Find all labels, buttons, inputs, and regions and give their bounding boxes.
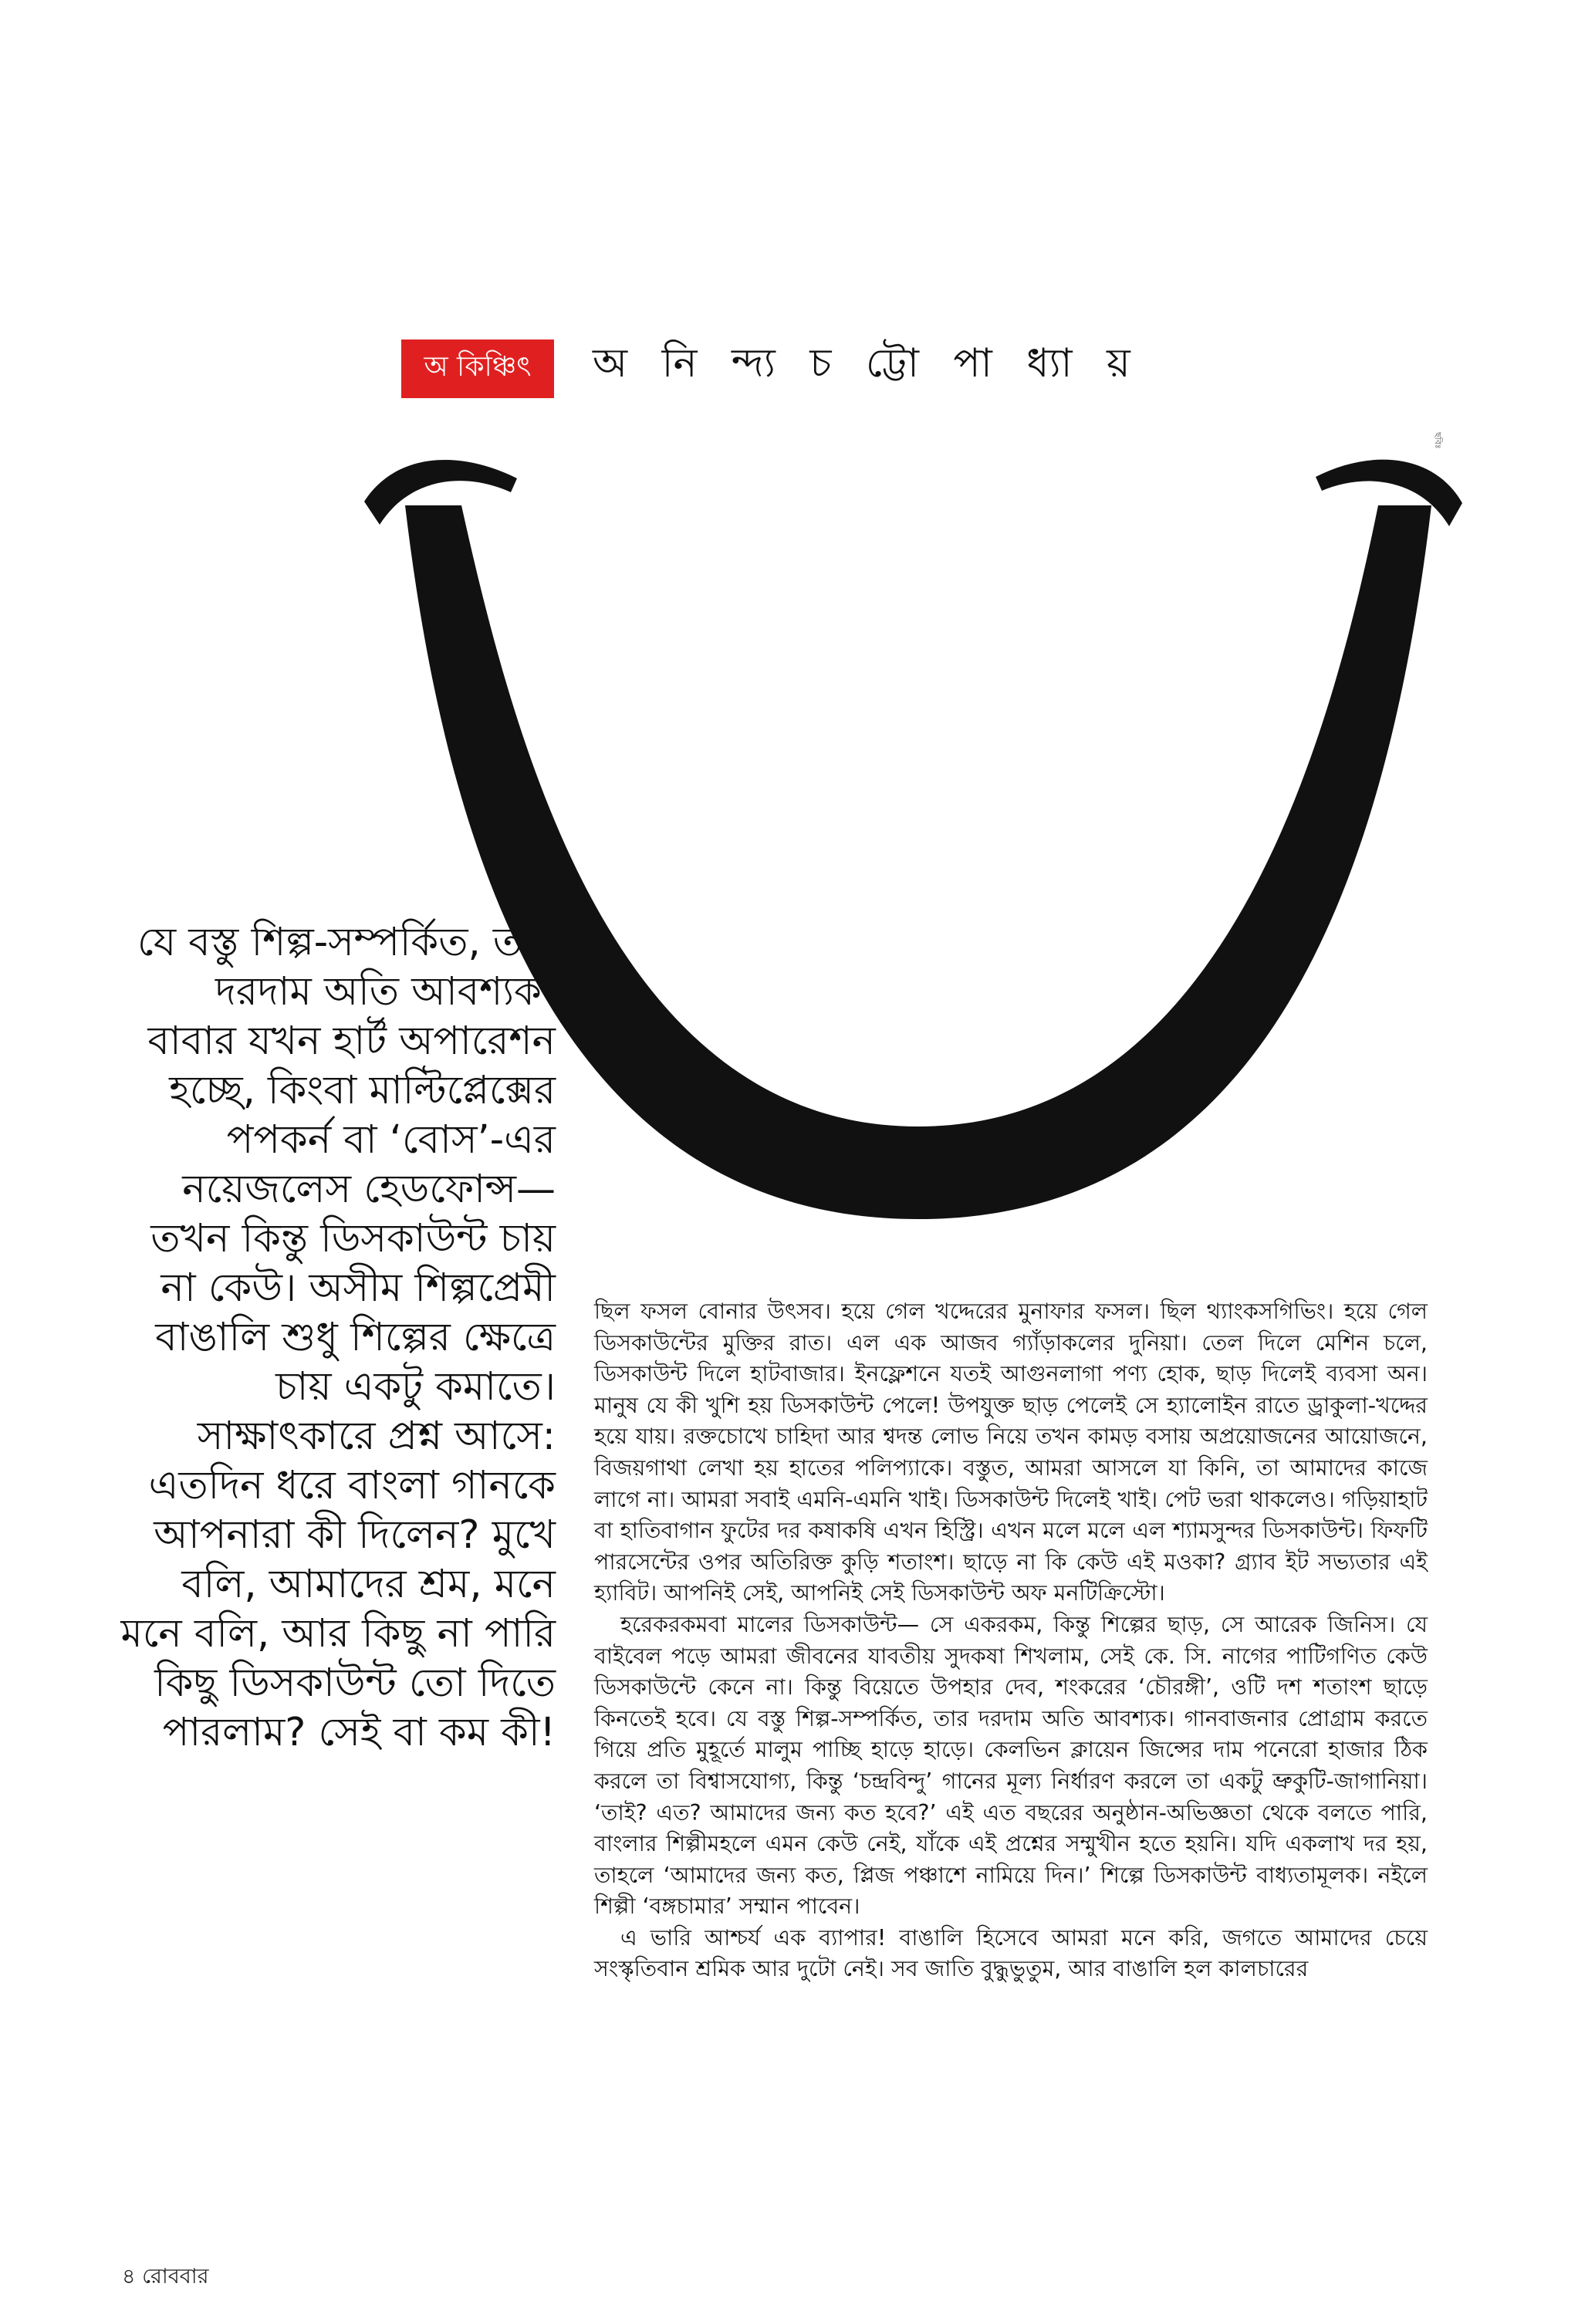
body-paragraph: এ ভারি আশ্চর্য এক ব্যাপার! বাঙালি হিসেবে আমরা মনে করি, জগতে আমাদের চেয়ে সংস্কৃতিবান শ্রমিক আর দুটো নেই। সব জাতি বুদ্ধুভুতুম, আর বাঙালি হল কালচারের bbox=[594, 1924, 1428, 1982]
body-paragraph: হরেকরকমবা মালের ডিসকাউন্ট— সে একরকম, কিন্তু শিল্পের ছাড়, সে আরেক জিনিস। যে বাইবেল পড়ে আমরা জীবনের যাবতীয় সুদকষা শিখলাম, সেই কে. সি. নাগের পাটিগণিত কেউ ডিসকাউন্টে কেনে না। কিন্তু বিয়েতে উপহার দেব, শংকরের ‘চৌরঙ্গী’, ওটি দশ শতাংশ ছাড়ে কিনতেই হবে। যে বস্তু শিল্প-সম্পর্কিত, তার দরদাম অতি আবশ্যক। গানবাজনার প্রোগ্রাম করতে গিয়ে প্রতি মুহূর্তে মালুম পাচ্ছি হাড়ে হাড়ে। কেলভিন ক্লায়েন জিন্সের দাম পনেরো হাজার ঠিক করলে তা বিশ্বাসযোগ্য, কিন্তু ‘চন্দ্রবিন্দু’ গানের মূল্য নির্ধারণ করলে তা একটু ভ্রুকুটি-জাগানিয়া। ‘তাই? এত? আমাদের জন্য কত হবে?’ এই এত বছরের অনুষ্ঠান-অভিজ্ঞতা থেকে বলতে পারি, বাংলার শিল্পীমহলে এমন কেউ নেই, যাঁকে এই প্রশ্নের সম্মুখীন হতে হয়নি। যদি একলাখ দর হয়, তাহলে ‘আমাদের জন্য কত, প্লিজ পঞ্চাশে নামিয়ে দিন।’ শিল্পে ডিসকাউন্ট বাধ্যতামূলক। নইলে শিল্পী ‘বঙ্গচামার’ সম্মান পাবেন। bbox=[594, 1611, 1428, 1920]
section-label bbox=[401, 339, 554, 398]
section-label-text: অ কিঞ্চিৎ bbox=[424, 351, 532, 383]
illustration-credit: ছবিঃ bbox=[1433, 432, 1443, 449]
article-body bbox=[594, 1296, 1428, 1985]
body-paragraph: ছিল ফসল বোনার উৎসব। হয়ে গেল খদ্দেরের মুনাফার ফসল। ছিল থ্যাংকসগিভিং। হয়ে গেল ডিসকাউন্টের মুক্তির রাত। এল এক আজব গ্যাঁড়াকলের দুনিয়া। তেল দিলে মেশিন চলে, ডিসকাউন্ট দিলে হাটবাজার। ইনফ্লেশনে যতই আগুনলাগা পণ্য হোক, ছাড় দিলেই ব্যবসা অন। মানুষ যে কী খুশি হয় ডিসকাউন্ট পেলে! উপযুক্ত ছাড় পেলেই সে হ্যালোইন রাতে ড্রাকুলা-খদ্দের হয়ে যায়। রক্তচোখে চাহিদা আর শ্বদন্ত লোভ নিয়ে তখন কামড় বসায় অপ্রয়োজনের আয়োজনে, বিজয়গাথা লেখা হয় হাতের পলিপ্যাকে। বস্তুত, আমরা আসলে যা কিনি, তা আমাদের কাজে লাগে না। আমরা সবাই এমনি-এমনি খাই। ডিসকাউন্ট দিলেই খাই। পেট ভরা থাকলেও। গড়িয়াহাট বা হাতিবাগান ফুটের দর কষাকষি এখন হিস্ট্রি। এখন মলে মলে এল শ্যামসুন্দর ডিসকাউন্ট। ফিফটি পারসেন্টের ওপর অতিরিক্ত কুড়ি শতাংশ। ছাড়ে না কি কেউ এই মওকা? গ্র্যাব ইট সভ্যতার এই হ্যাবিট। আপনিই সেই, আপনিই সেই ডিসকাউন্ট অফ মনটিক্রিস্টো। bbox=[594, 1299, 1428, 1606]
pull-quote: যে বস্তু শিল্প-সম্পর্কিত, তার দরদাম অতি আবশ্যক। বাবার যখন হার্ট অপারেশন হচ্ছে, কিংবা মাল্টিপ্লেক্সের পপকর্ন বা ‘বোস’-এর নয়েজলেস হেডফোন্স— তখন কিন্তু ডিসকাউন্ট চায় না কেউ। অসীম শিল্পপ্রেমী বাঙালি শুধু শিল্পের ক্ষেত্রে চায় একটু কমাতে। সাক্ষাৎকারে প্রশ্ন আসে: এতদিন ধরে বাংলা গানকে আপনারা কী দিলেন? মুখে বলি, আমাদের শ্রম, মনে মনে বলি, আর কিছু না পারি কিছু ডিসকাউন্ট তো দিতে পারলাম? সেই বা কম কী! bbox=[120, 920, 556, 1755]
mouth-stroke bbox=[405, 505, 1431, 1219]
page-folio: ৪ রোববার bbox=[122, 2265, 209, 2289]
author-byline: অ নি ন্দ্য চ ট্টো পা ধ্যা য় bbox=[593, 340, 1141, 387]
